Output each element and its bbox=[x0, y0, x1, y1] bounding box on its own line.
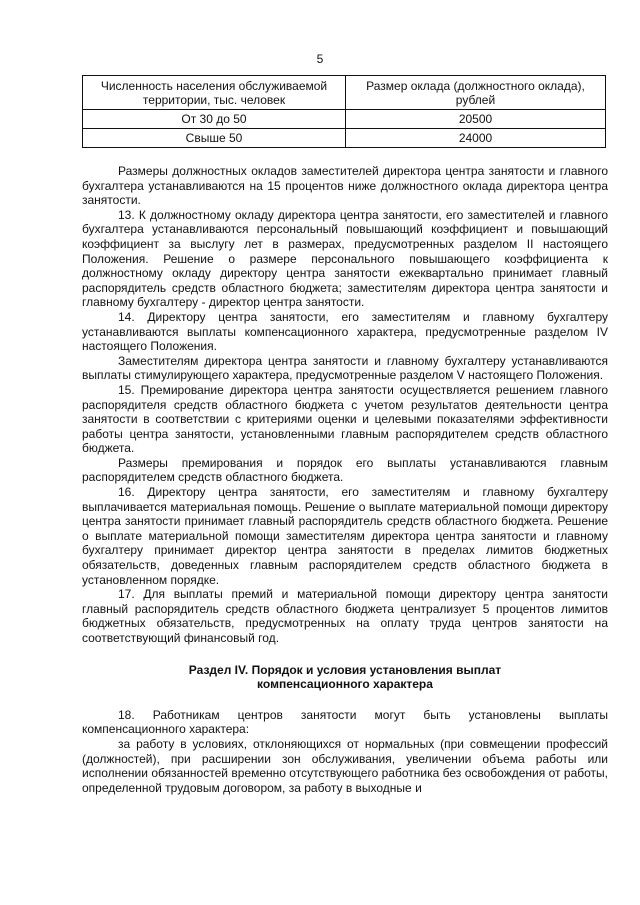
paragraph: Размеры премирования и порядок его выплаты устанавливаются главным распорядителем средств областного бюджета. bbox=[82, 455, 608, 485]
table-header-cell: Размер оклада (должностного оклада), рублей bbox=[346, 76, 606, 110]
table-row bbox=[83, 110, 606, 129]
paragraph: 14. Директору центра занятости, его заместителям и главному бухгалтеру устанавливаются выплаты компенсационного характера, предусмотренные разделом IV настоящего Положения. bbox=[82, 309, 608, 354]
salary-table bbox=[82, 75, 606, 148]
table-cell: 20500 bbox=[346, 110, 606, 129]
page-number: 5 bbox=[316, 52, 324, 66]
paragraph: Размеры должностных окладов заместителей директора центра занятости и главного бухгалтера устанавливаются на 15 процентов ниже должностного оклада директора центра занятости. bbox=[82, 164, 608, 208]
table-cell: От 30 до 50 bbox=[83, 110, 346, 129]
table-cell: Свыше 50 bbox=[83, 129, 346, 148]
table-header-row bbox=[83, 76, 606, 110]
table-cell: 24000 bbox=[346, 129, 606, 148]
paragraph: за работу в условиях, отклоняющихся от нормальных (при совмещении профессий (должностей), при расширении зон обслуживания, увеличении объема работы или исполнении обязанностей временно отсутствующего работника без освобождения от работы, определенной трудовым договором, за работу в выходные и bbox=[82, 736, 608, 795]
section-heading-line: компенсационного характера bbox=[257, 677, 433, 692]
paragraph: Заместителям директора центра занятости и главному бухгалтеру устанавливаются выплаты стимулирующего характера, предусмотренные разделом V настоящего Положения. bbox=[82, 353, 608, 383]
paragraph: 17. Для выплаты премий и материальной помощи директору центра занятости главный распорядитель средств областного бюджета централизует 5 процентов лимитов бюджетных обязательств, предусмотренных на оплату труда центров занятости на соответствующий финансовый год. bbox=[82, 587, 608, 645]
table-row bbox=[83, 129, 606, 148]
paragraph: 13. К должностному окладу директора центра занятости, его заместителей и главного бухгалтера устанавливаются персональный повышающий коэффициент и повышающий коэффициент за выслугу лет в размерах, предусмотренных разделом II настоящего Положения. Решение о размере персонального повышающего коэффициента к должностному окладу директору центра занятости ежеквартально принимает главный распорядитель средств областного бюджета; заместителям директора центра занятости и главному бухгалтеру - директор центра занятости. bbox=[82, 207, 608, 310]
paragraph: 15. Премирование директора центра занятости осуществляется решением главного распорядителя средств областного бюджета с учетом результатов деятельности центра занятости в соответствии с критериями оценки и целевыми показателями эффективности работы центра занятости, установленными главным распорядителем средств областного бюджета. bbox=[82, 382, 608, 456]
table-header-cell: Численность населения обслуживаемой территории, тыс. человек bbox=[83, 76, 346, 110]
document-body bbox=[82, 164, 608, 795]
section-heading bbox=[82, 663, 608, 692]
section-heading-line: Раздел IV. Порядок и условия установления выплат bbox=[188, 662, 502, 677]
paragraph: 16. Директору центра занятости, его заместителям и главному бухгалтеру выплачивается материальная помощь. Решение о выплате материальной помощи директору центра занятости принимает главный распорядитель средств областного бюджета. Решение о выплате материальной помощи заместителям директора центра занятости и главному бухгалтеру принимает директор центра занятости в пределах лимитов бюджетных обязательств, доведенных главным распорядителем средств областного бюджета в установленном порядке. bbox=[82, 485, 608, 587]
paragraph: 18. Работникам центров занятости могут быть установлены выплаты компенсационного характера: bbox=[82, 707, 608, 737]
